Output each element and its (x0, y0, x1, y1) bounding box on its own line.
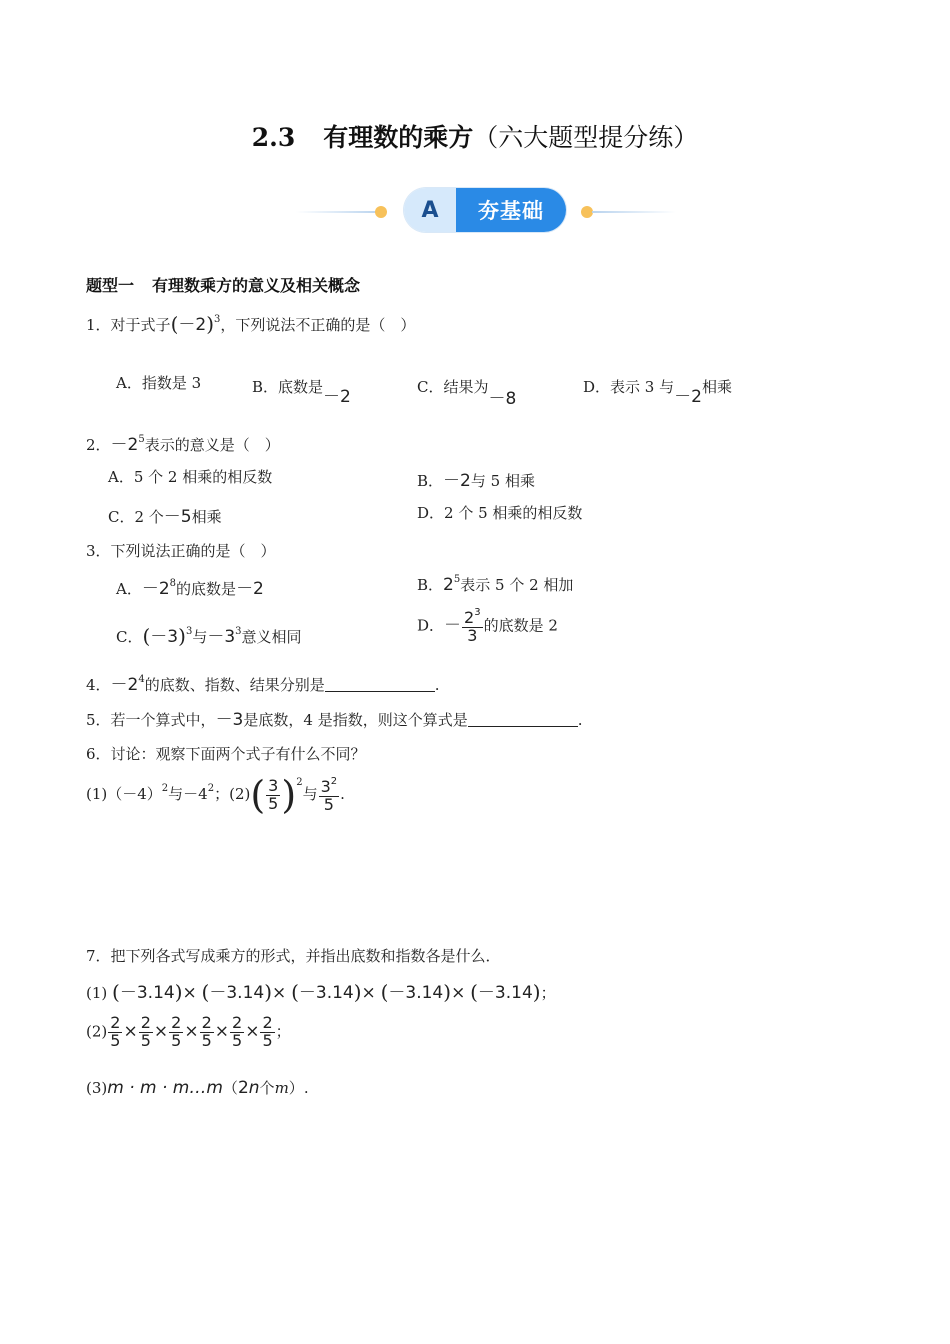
q2-option-c: C．2 个－5相乘 (108, 507, 222, 527)
title-main: 有理数的乘方 (323, 123, 474, 152)
q1-option-a: A．指数是 3 (116, 374, 202, 392)
q3-option-b: B．$2^5$表示 5 个 2 相加 (417, 574, 574, 595)
q3-option-a: A．$-2^8$的底数是－2 (116, 578, 264, 599)
q2-option-b: B．－2与 5 相乘 (417, 471, 535, 491)
section-title: 有理数乘方的意义及相关概念 (152, 276, 361, 295)
answer-blank-q4[interactable] (325, 677, 435, 692)
title-number: 2.3 (251, 123, 296, 152)
banner-line-right (592, 211, 676, 213)
q2-option-d: D．2 个 5 相乘的相反数 (417, 504, 583, 522)
q7-line-3: (3)m · m · m…m（2n个m）. (86, 1078, 309, 1098)
level-banner (404, 188, 566, 232)
section-label: 题型一 (86, 276, 135, 295)
q2-option-a: A．5 个 2 相乘的相反数 (108, 468, 273, 486)
q1-base: －2 (178, 315, 207, 335)
q1-option-b: B．底数是－2 (252, 378, 351, 407)
question-2: 2．$-2^5$表示的意义是（ ） (86, 434, 280, 455)
page-title (0, 118, 950, 154)
question-1: 1．对于式子$(-2)^3$，下列说法不正确的是（ ） (86, 312, 416, 336)
q1-option-c: C．结果为－8 (417, 378, 517, 409)
q1-option-d: D．表示 3 与－2相乘 (583, 378, 732, 407)
banner-label: 夯基础 (456, 188, 566, 232)
q3-option-d: D．－ $\frac{2^3}{3}$ 的底数是 2 (417, 607, 558, 645)
banner-letter: A (404, 188, 456, 232)
q7-line-2: (2) $\frac{2}{5}$ × $\frac{2}{5}$ × $\frac{2}{5}$ × $\frac{2}{5}$ × $\frac{2}{5}$ × $\frac{2}{5}$ ； (86, 1013, 291, 1050)
q7-line-1: (1) (－3.14)× (－3.14)× (－3.14)× (－3.14)× (－3.14)； (86, 980, 556, 1004)
question-7: 7．把下列各式写成乘方的形式，并指出底数和指数各是什么． (86, 947, 501, 965)
question-6: 6．讨论：观察下面两个式子有什么不同？ (86, 745, 366, 763)
q6-fraction-2: $\frac{3^2}{5}$ (320, 775, 338, 814)
q3-option-c: C．$(-3)^3$与$-3^3$意义相同 (116, 624, 302, 648)
q6-expressions: $(1)(-4)^2$与$-4^2$；(2)( $\frac{3}{5}$ )$^2$与 $\frac{3^2}{5}$ . (86, 773, 345, 817)
answer-blank-q5[interactable] (468, 712, 578, 727)
banner-dot-left (375, 206, 387, 218)
banner-line-left (296, 211, 380, 213)
question-4: 4．$-2^4$的底数、指数、结果分别是 . (86, 674, 440, 695)
q6-fraction-1: $\frac{3}{5}$ (268, 775, 279, 813)
question-5: 5．若一个算式中，－3是底数，4 是指数，则这个算式是 . (86, 710, 583, 730)
q3-d-fraction: $\frac{2^3}{3}$ (464, 607, 481, 645)
question-3: 3．下列说法正确的是（ ） (86, 542, 276, 560)
section-heading (86, 273, 360, 296)
title-sub: （六大题型提分练） (473, 123, 699, 152)
